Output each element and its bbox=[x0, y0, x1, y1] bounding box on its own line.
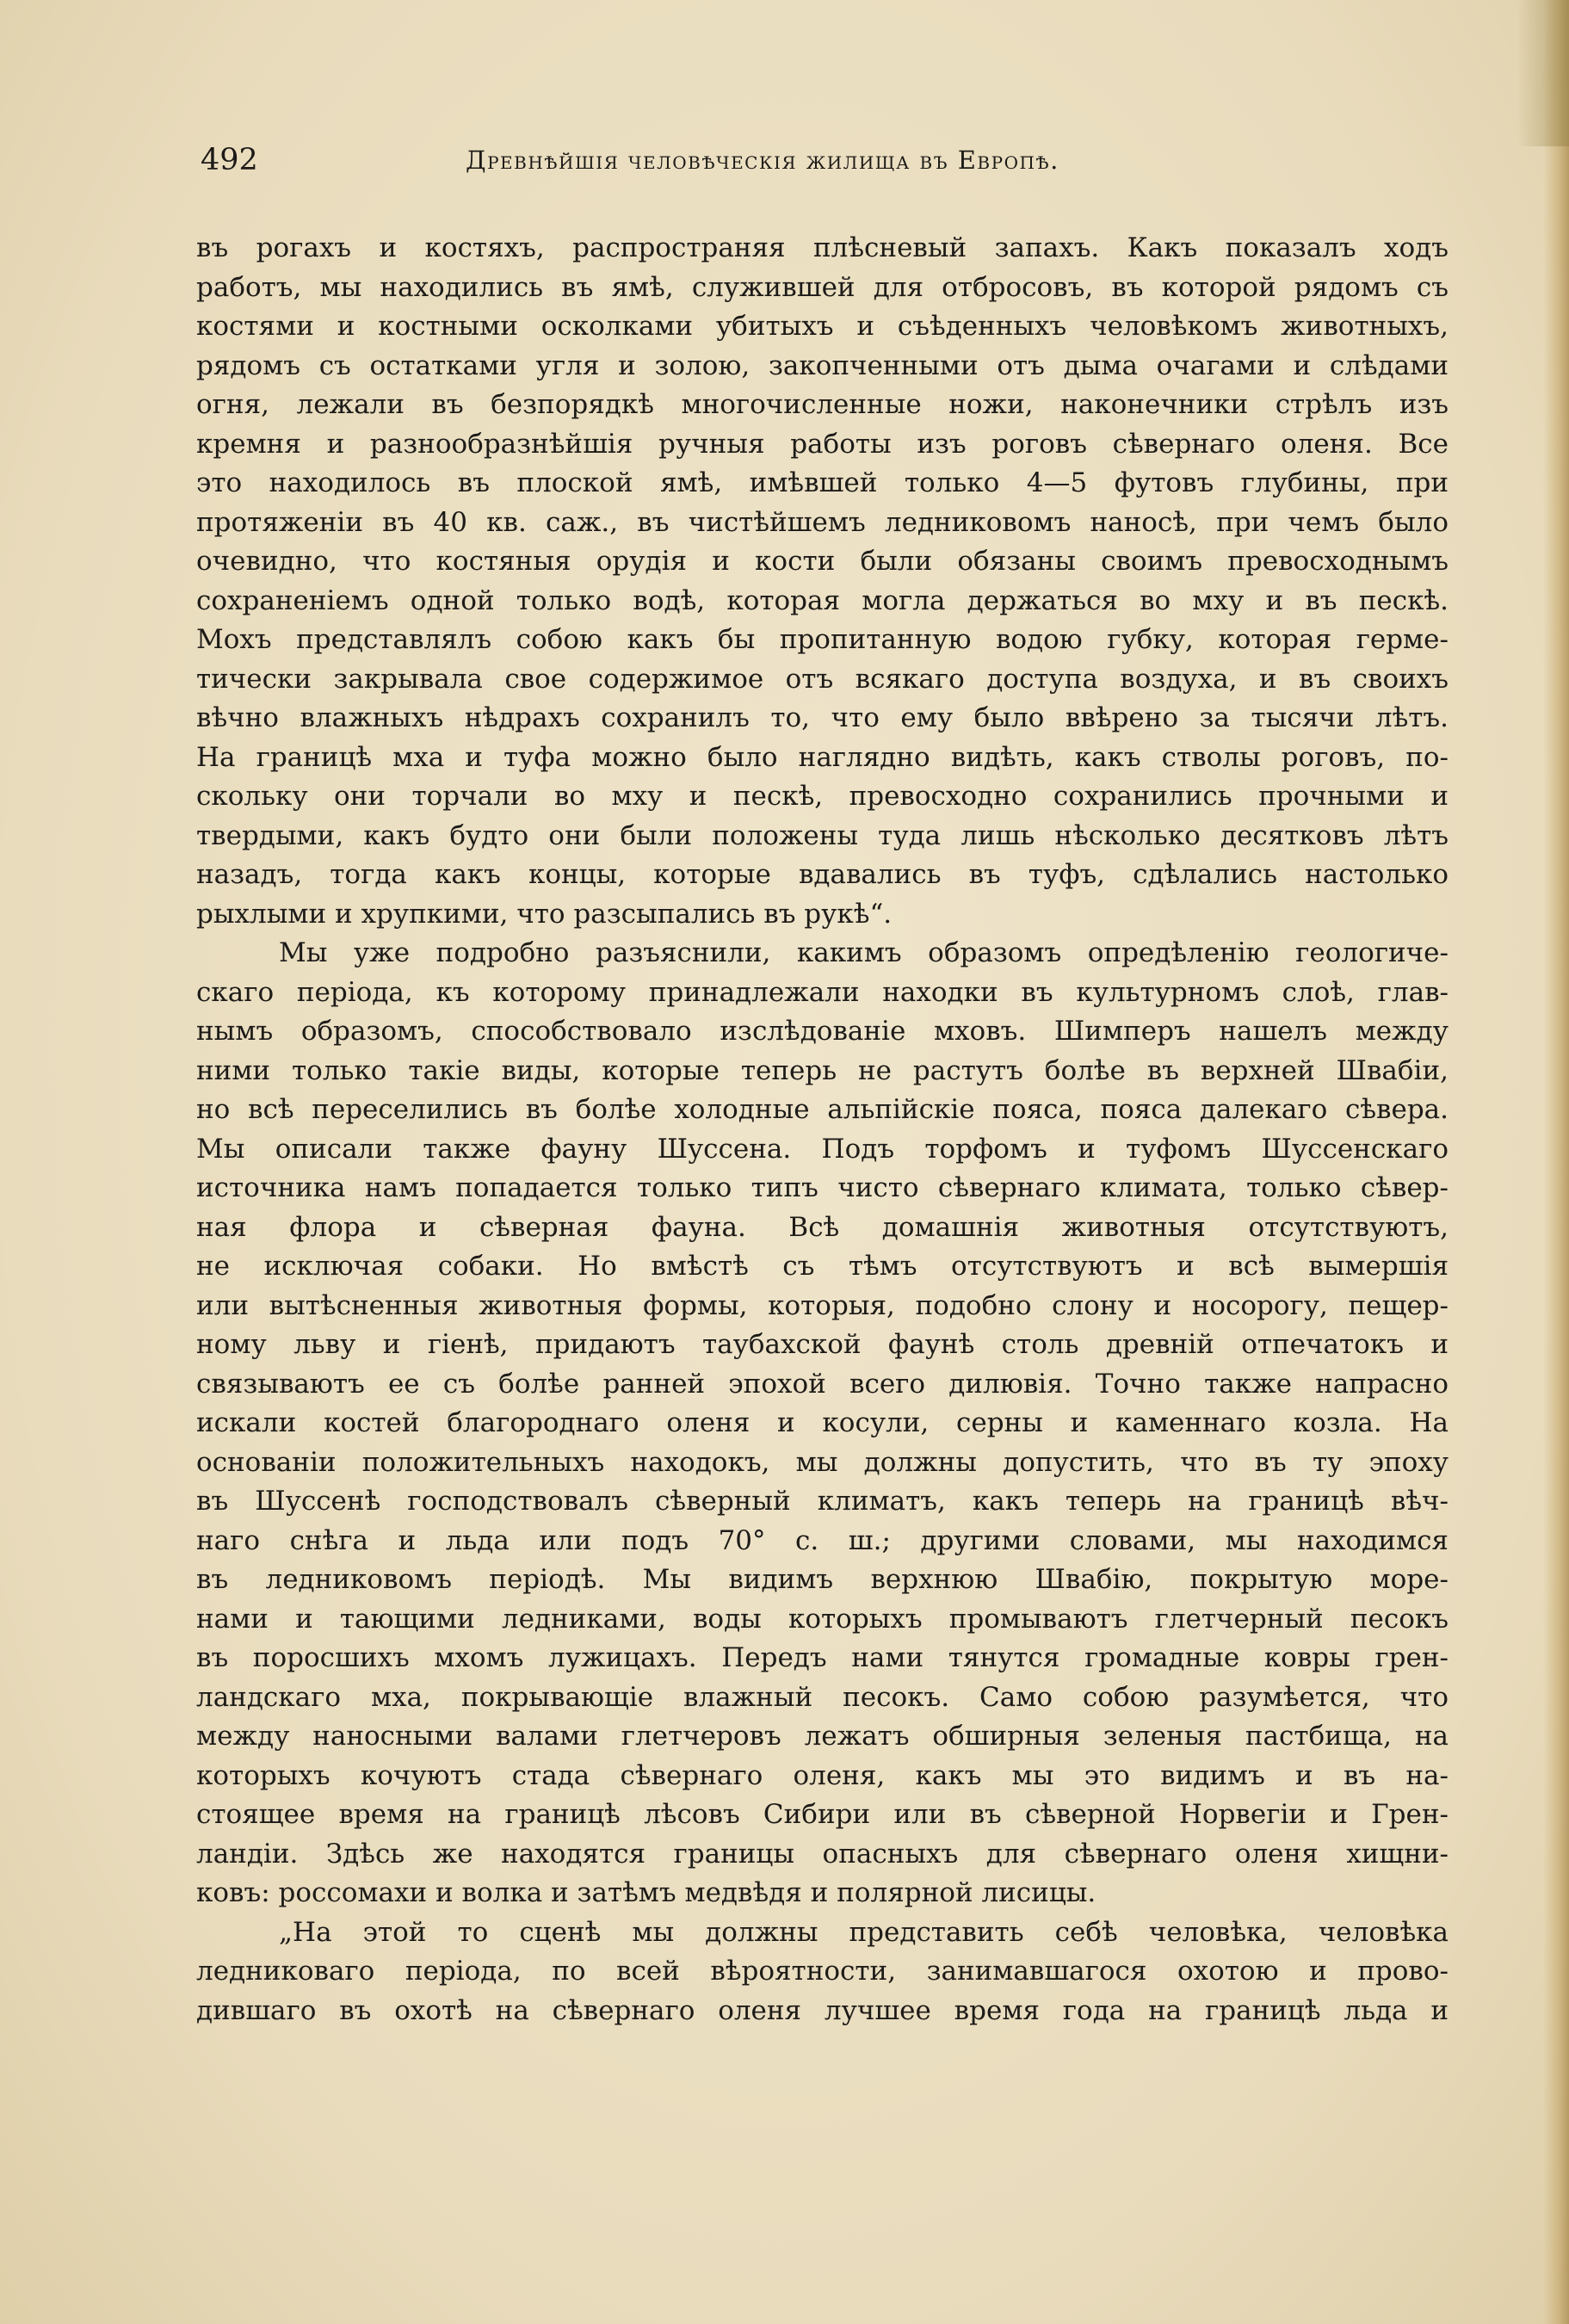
text-line: въ ледниковомъ періодѣ. Мы видимъ верхнюю Швабію, покрытую море- bbox=[196, 1564, 1449, 1595]
text-line: нами и тающими ледниками, воды которыхъ промываютъ глетчерный песокъ bbox=[196, 1603, 1449, 1635]
text-line: связываютъ ее съ болѣе ранней эпохой всего дилювія. Точно также напрасно bbox=[196, 1368, 1449, 1400]
page-number: 492 bbox=[201, 143, 258, 177]
text-line: ними только такіе виды, которые теперь не растутъ болѣе въ верхней Швабіи, bbox=[196, 1054, 1449, 1086]
text-line: назадъ, тогда какъ концы, которые вдавались въ туфъ, сдѣлались настолько bbox=[196, 859, 1449, 890]
text-line: рядомъ съ остатками угля и золою, закопченными отъ дыма очагами и слѣдами bbox=[196, 349, 1449, 381]
text-line: въ Шуссенѣ господствовалъ сѣверный климатъ, какъ теперь на границѣ вѣч- bbox=[196, 1486, 1449, 1517]
body-text bbox=[196, 229, 1449, 2030]
text-line: „На этой то сценѣ мы должны представить себѣ человѣка, человѣка bbox=[279, 1916, 1449, 1948]
text-line: которыхъ кочуютъ стада сѣвернаго оленя, какъ мы это видимъ и въ на- bbox=[196, 1759, 1449, 1791]
page-header bbox=[201, 140, 1449, 180]
text-line: ландскаго мха, покрывающіе влажный песокъ. Само собою разумѣется, что bbox=[196, 1681, 1449, 1713]
text-line: тически закрывала свое содержимое отъ всякаго доступа воздуха, и въ своихъ bbox=[196, 663, 1449, 695]
text-line: между наносными валами глетчеровъ лежатъ обширныя зеленыя пастбища, на bbox=[196, 1721, 1449, 1752]
text-line: въ поросшихъ мхомъ лужицахъ. Передъ нами тянутся громадные ковры грен- bbox=[196, 1642, 1449, 1673]
text-line: скольку они торчали во мху и пескѣ, превосходно сохранились прочными и bbox=[196, 781, 1449, 812]
text-line: стоящее время на границѣ лѣсовъ Сибири или въ сѣверной Норвегіи и Грен- bbox=[196, 1799, 1449, 1830]
text-line: искали костей благороднаго оленя и косули, серны и каменнаго козла. На bbox=[196, 1407, 1449, 1438]
text-line: кремня и разнообразнѣйшія ручныя работы изъ роговъ сѣвернаго оленя. Все bbox=[196, 428, 1449, 460]
text-line: сохраненіемъ одной только водѣ, которая могла держаться во мху и въ пескѣ. bbox=[196, 584, 1449, 616]
text-line: но всѣ переселились въ болѣе холодные альпійскіе пояса, пояса далекаго сѣвера. bbox=[196, 1094, 1449, 1125]
text-line: наго снѣга и льда или подъ 70° с. ш.; другими словами, мы находимся bbox=[196, 1524, 1449, 1556]
page-edge-shadow bbox=[1543, 0, 1569, 2324]
running-title: Древнѣйшія человѣческія жилища въ Европѣ. bbox=[466, 145, 1059, 175]
text-line: твердыми, какъ будто они были положены туда лишь нѣсколько десятковъ лѣтъ bbox=[196, 819, 1449, 851]
text-line: вѣчно влажныхъ нѣдрахъ сохранилъ то, что ему было ввѣрено за тысячи лѣтъ. bbox=[196, 702, 1449, 733]
text-line: основаніи положительныхъ находокъ, мы должны допустить, что въ ту эпоху bbox=[196, 1446, 1449, 1478]
corner-stain bbox=[1517, 0, 1569, 146]
text-line: Мохъ представлялъ собою какъ бы пропитанную водою губку, которая герме- bbox=[196, 624, 1449, 655]
text-line: источника намъ попадается только типъ чисто сѣвернаго климата, только сѣвер- bbox=[196, 1172, 1449, 1203]
text-line: ковъ: россомахи и волка и затѣмъ медвѣдя и полярной лисицы. bbox=[196, 1877, 1096, 1908]
text-line: протяженіи въ 40 кв. саж., въ чистѣйшемъ ледниковомъ наносѣ, при чемъ было bbox=[196, 506, 1449, 538]
text-line: Мы описали также фауну Шуссена. Подъ торфомъ и туфомъ Шуссенскаго bbox=[196, 1133, 1449, 1165]
text-line: или вытѣсненныя животныя формы, которыя, подобно слону и носорогу, пещер- bbox=[196, 1289, 1449, 1321]
text-line: рыхлыми и хрупкими, что разсыпались въ рукѣ“. bbox=[196, 898, 893, 930]
text-line: ная флора и сѣверная фауна. Всѣ домашнія животныя отсутствуютъ, bbox=[196, 1211, 1449, 1243]
text-line: въ рогахъ и костяхъ, распространяя плѣсневый запахъ. Какъ показалъ ходъ bbox=[196, 232, 1449, 263]
text-line: это находилось въ плоской ямѣ, имѣвшей только 4—5 футовъ глубины, при bbox=[196, 467, 1449, 498]
text-line: нымъ образомъ, способствовало изслѣдованіе мховъ. Шимперъ нашелъ между bbox=[196, 1016, 1449, 1047]
text-line: работъ, мы находились въ ямѣ, служившей для отбросовъ, въ которой рядомъ съ bbox=[196, 271, 1449, 303]
text-line: Мы уже подробно разъяснили, какимъ образомъ опредѣленію геологиче- bbox=[279, 937, 1449, 968]
text-line: не исключая собаки. Но вмѣстѣ съ тѣмъ отсутствуютъ и всѣ вымершія bbox=[196, 1251, 1449, 1282]
text-line: огня, лежали въ безпорядкѣ многочисленные ножи, наконечники стрѣлъ изъ bbox=[196, 389, 1449, 420]
text-line: ледниковаго періода, по всей вѣроятности, занимавшагося охотою и прово- bbox=[196, 1956, 1449, 1987]
text-line: очевидно, что костяныя орудія и кости были обязаны своимъ превосходнымъ bbox=[196, 546, 1449, 577]
text-line: дившаго въ охотѣ на сѣвернаго оленя лучшее время года на границѣ льда и bbox=[196, 1994, 1449, 2026]
text-line: ному льву и гіенѣ, придаютъ таубахской фаунѣ столь древній отпечатокъ и bbox=[196, 1329, 1449, 1360]
text-line: На границѣ мха и туфа можно было наглядно видѣть, какъ стволы роговъ, по- bbox=[196, 741, 1449, 773]
text-line: скаго періода, къ которому принадлежали находки въ культурномъ слоѣ, глав- bbox=[196, 976, 1449, 1008]
text-line: ландіи. Здѣсь же находятся границы опасныхъ для сѣвернаго оленя хищни- bbox=[196, 1838, 1449, 1870]
text-line: костями и костными осколками убитыхъ и съѣденныхъ человѣкомъ животныхъ, bbox=[196, 311, 1449, 342]
